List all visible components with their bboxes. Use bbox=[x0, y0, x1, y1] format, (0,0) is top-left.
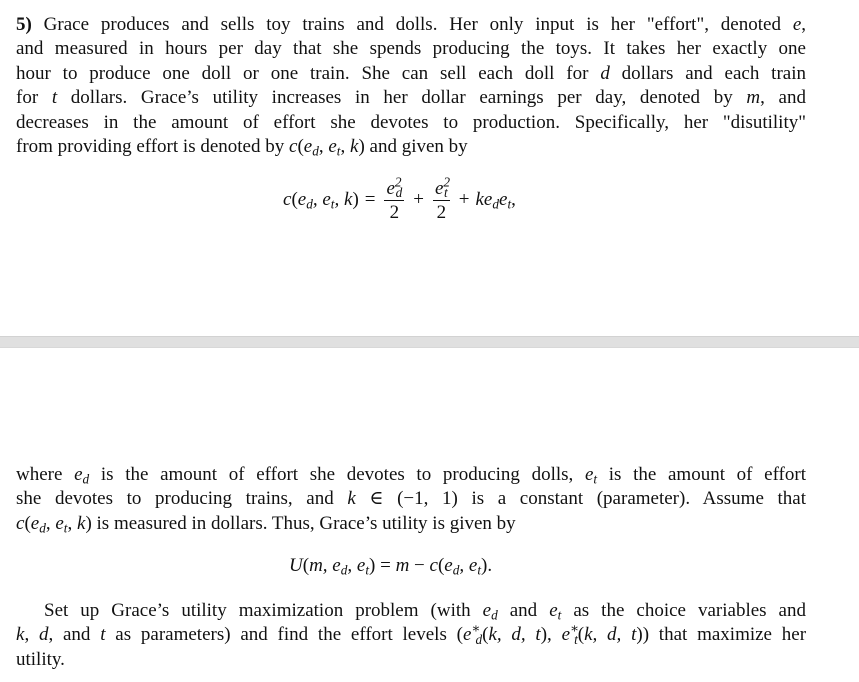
cost-tail: + $ke_de_t$, bbox=[458, 189, 516, 212]
problem-number: 5) bbox=[16, 14, 32, 35]
final-line-3: utility. bbox=[16, 648, 65, 670]
intro-line-1: 5) Grace produces and sells toy trains and dolls. Her only input is her "effort", denoted e, bbox=[16, 14, 806, 35]
utility-equation: U(m, $e_d$, $e_t) = m - c(e_d$, $e_t$). bbox=[289, 555, 493, 578]
intro-line-3: hour to produce one doll or one train. She can sell each doll for d dollars and each train bbox=[16, 62, 807, 84]
intro-line-6: from providing effort is denoted by $c(e_d$, $e_t$, k) and given by bbox=[16, 136, 468, 159]
middle-line-3: $c(e_d$, $e_t$, k) is measured in dollars. Thus, Grace’s utility is given by bbox=[16, 512, 516, 536]
page-divider bbox=[0, 336, 859, 348]
middle-line-2: she devotes to producing trains, and k ∈ (−1, 1) is a constant (parameter). Assume that bbox=[16, 488, 806, 510]
fraction-et: $\frac{e^2_t}{2}$ bbox=[434, 174, 451, 223]
problem-continuation bbox=[16, 463, 806, 536]
cost-equation bbox=[283, 174, 516, 223]
intro-line-5: decreases in the amount of effort she devotes to production. Specifically, her "disutility" bbox=[16, 111, 806, 133]
middle-line-1: where $e_d$ is the amount of effort she devotes to producing dolls, $e_t$ is the amount of effort bbox=[16, 464, 806, 487]
final-line-1: Set up Grace’s utility maximization problem (with $e_d$ and $e_t$ as the choice variables and bbox=[44, 600, 806, 623]
fraction-ed: $\frac{e^2_d}{2}$ bbox=[386, 174, 403, 223]
equals-sign: = bbox=[364, 189, 376, 210]
problem-intro bbox=[16, 13, 806, 159]
cost-lhs: $c(e_d$, $e_t$, k) bbox=[283, 189, 359, 212]
intro-line-2: and measured in hours per day that she spends producing the toys. It takes her exactly one bbox=[16, 38, 806, 60]
task-statement bbox=[16, 599, 806, 672]
intro-line-4: for t dollars. Grace’s utility increases in her dollar earnings per day, denoted by m, and bbox=[16, 87, 806, 109]
plus-sign: + bbox=[413, 189, 424, 210]
final-line-2: k, d, and t as parameters) and find the effort levels ($e^∗_d(k$, d, t), $e^∗_t(k$, d, t)) that maximize her bbox=[16, 621, 807, 647]
